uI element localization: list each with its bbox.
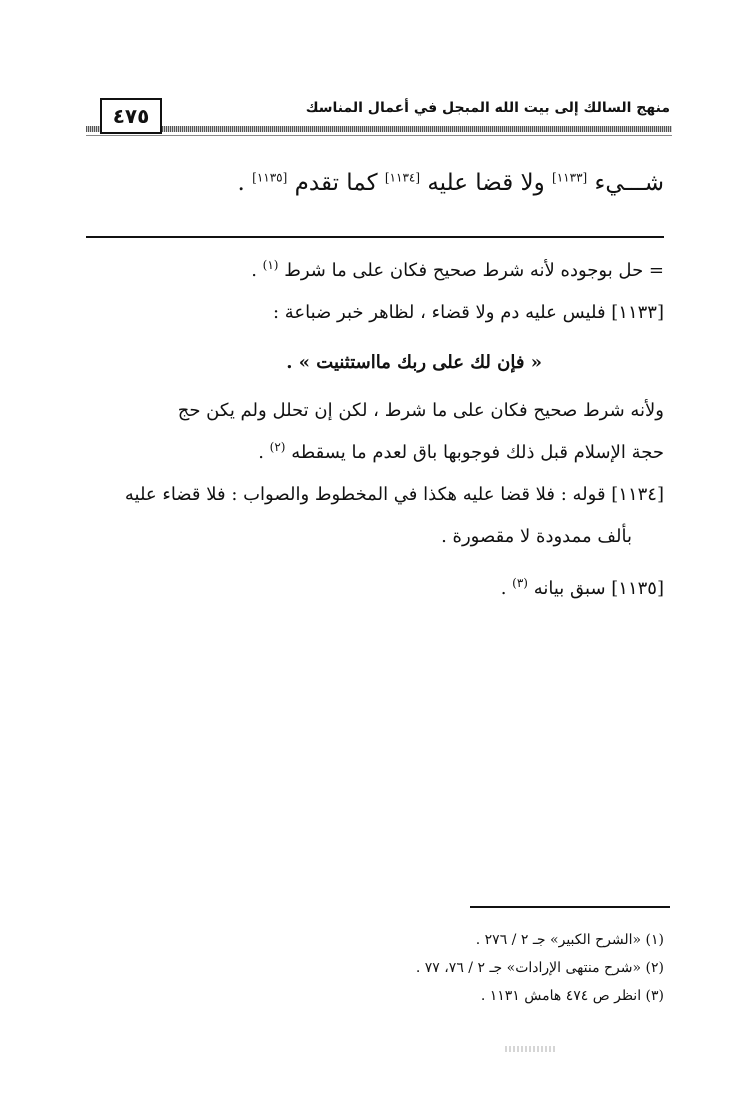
footnote-rule: [470, 906, 670, 908]
note-1135-text: [١١٣٥] سبق بيانه: [533, 578, 664, 599]
main-word-2: ولا قضا عليه: [427, 170, 545, 196]
footnote-ref-2: (٢): [269, 440, 286, 454]
page-header: [86, 88, 672, 148]
note-1133-line-3-text: حجة الإسلام قبل ذلك فوجوبها باق لعدم ما يسقطه: [291, 442, 664, 463]
scan-smudge: [505, 1046, 555, 1052]
note-1133-line-2: ولأنه شرط صحيح فكان على ما شرط ، لكن إن تحلل ولم يكن حج: [177, 400, 664, 421]
footnote-1: (١) «الشرح الكبير» جـ ٢ / ٢٧٦ .: [475, 932, 664, 948]
note-continuation: = حل بوجوده لأنه شرط صحيح فكان على ما شرط $^{(١)}$ .: [251, 258, 664, 281]
page-number: ٤٧٥: [100, 98, 162, 134]
note-continuation-text: = حل بوجوده لأنه شرط صحيح فكان على ما شرط: [284, 260, 664, 281]
note-1133-line-3: حجة الإسلام قبل ذلك فوجوبها باق لعدم ما يسقطه $^{(٢)}$ .: [258, 440, 664, 463]
main-word-3: كما تقدم: [294, 170, 378, 196]
footnotes: [74, 926, 664, 1010]
footnote-3: (٣) انظر ص ٤٧٤ هامش ١١٣١ .: [480, 988, 664, 1004]
main-end: .: [237, 170, 245, 196]
note-1134-line-1: [١١٣٤] قوله : فلا قضا عليه هكذا في المخطوط والصواب : فلا قضاء عليه: [124, 484, 664, 505]
main-word-1: شـــيء: [594, 170, 664, 196]
note-1133-quote: « فإن لك على ربك مااستثنيت » .: [286, 352, 542, 373]
ref-1134: [١١٣٤]: [384, 170, 421, 185]
text-notes-divider: [86, 236, 664, 238]
ref-1135: [١١٣٥]: [252, 170, 288, 185]
header-rule: [86, 126, 672, 132]
footnote-2: (٢) «شرح منتهى الإرادات» جـ ٢ / ٧٦، ٧٧ .: [415, 960, 664, 976]
note-1134-line-2: بألف ممدودة لا مقصورة .: [441, 526, 632, 547]
main-text-line: [104, 170, 664, 196]
note-1135: [١١٣٥] سبق بيانه $^{(٣)}$ .: [500, 576, 664, 599]
footnote-ref-1: (١): [262, 258, 279, 272]
header-rule-thin: [86, 135, 672, 136]
ref-1133: [١١٣٣]: [552, 170, 588, 185]
running-title: منهج السالك إلى بيت الله المبجل في أعمال المناسك: [305, 100, 670, 116]
note-1133-line-1: [١١٣٣] فليس عليه دم ولا قضاء ، لظاهر خبر ضباعة :: [272, 302, 664, 323]
footnote-ref-3: (٣): [512, 576, 528, 590]
